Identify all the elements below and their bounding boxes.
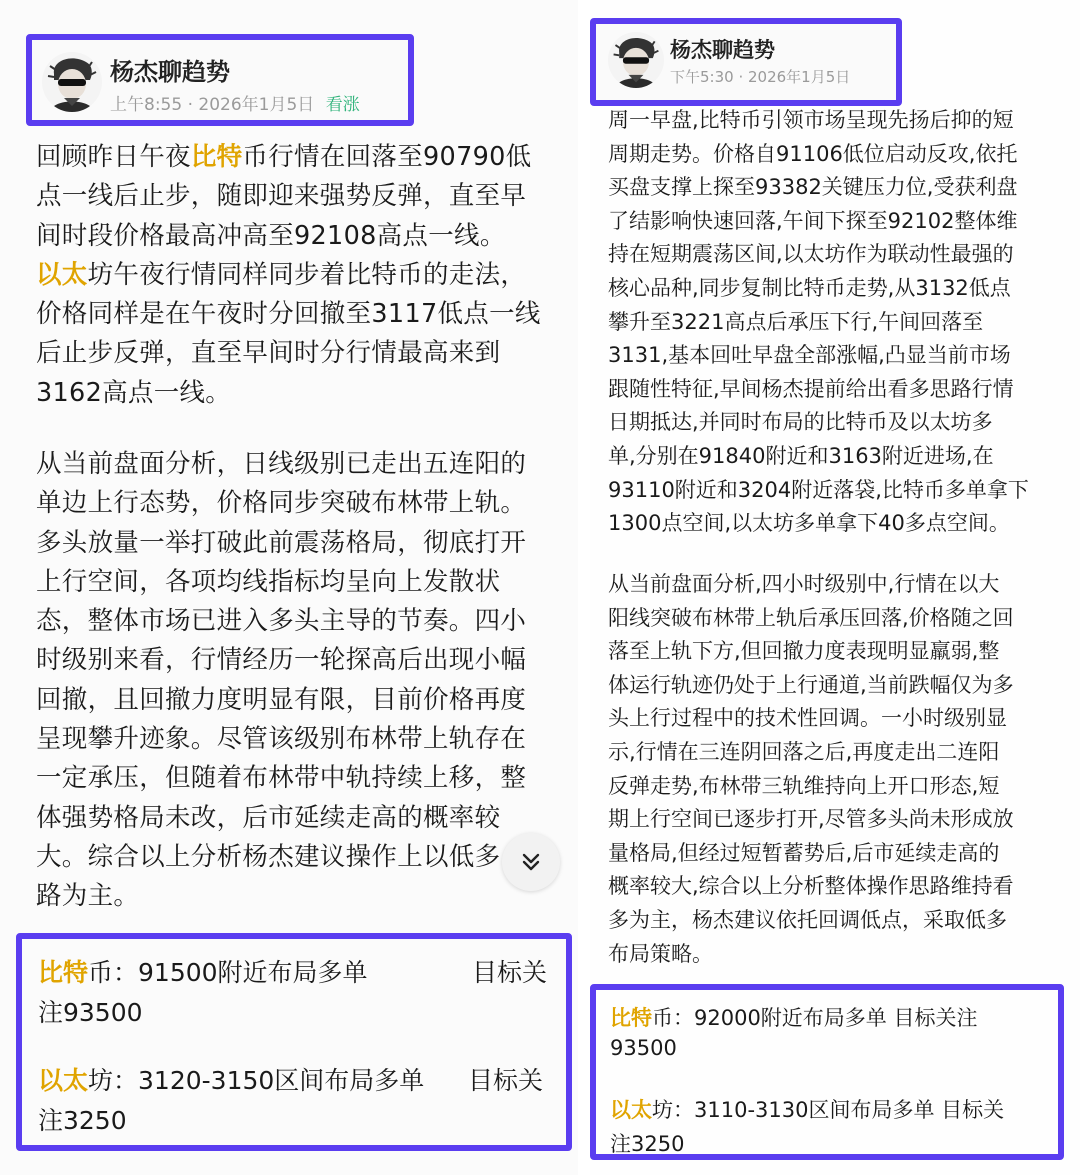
author-name[interactable]: 杨杰聊趋势 [110, 58, 230, 86]
avatar-sunglasses-icon [608, 32, 664, 88]
double-chevron-down-icon [519, 850, 543, 874]
right-post-header [590, 18, 902, 106]
btc-target-line [610, 1002, 977, 1032]
eth-target-value: 注3250 [610, 1132, 685, 1156]
post-time: 下午5:30 [670, 68, 734, 86]
post-time: 上午8:55 [110, 95, 183, 115]
btc-entry: 币：91500附近布局多单 [88, 958, 368, 987]
post-paragraph-1 [36, 138, 556, 413]
btc-target-value: 注93500 [38, 998, 143, 1027]
eth-target-label: 目标关 [468, 1066, 544, 1095]
avatar-sunglasses-icon [42, 52, 102, 112]
btc-target-value: 93500 [610, 1036, 677, 1060]
post-meta [670, 66, 850, 87]
avatar[interactable] [42, 52, 102, 112]
para1-line1-rest: 币行情在回落至90790低 [242, 142, 532, 172]
right-post [590, 0, 1080, 1175]
post-date: · 2026年1月5日 [187, 95, 315, 115]
eth-target-line [38, 1061, 424, 1097]
eth-highlight[interactable]: 以太 [36, 259, 88, 290]
left-targets-box [16, 933, 572, 1151]
post-paragraph-1: 周一早盘,比特币引领市场呈现先扬后抑的短 周期走势。价格自91106低位启动反攻,依托 买盘支撑上探至93382关键压力位,受获利盘 了结影响快速回落,午间下探至92102整体维 持在短期震荡区间,以太坊作为联动性最强的 核心品种,同步复制比特币走势,从3132低点 攀升至3221高点后承压下行,午间回落至 3131,基本回吐早盘全部涨幅,凸显当前市场 跟随性特征,早间杨杰提前给出看多思路行情 日期抵达,并同时布局的比特币及以太坊多 单,分别在91840附近和3163附近进场,在 93110附近和3204附近落袋,比特币多单拿下 1300点空间,以太坊多单拿下40多点空间。 [608, 108, 1029, 536]
avatar[interactable] [608, 32, 664, 88]
para1-prefix: 回顾昨日午夜 [36, 142, 191, 172]
btc-target-label: 目标关 [472, 958, 548, 987]
author-name[interactable]: 杨杰聊趋势 [670, 38, 775, 62]
btc-target-line [38, 953, 368, 989]
right-targets-box [590, 984, 1064, 1160]
eth-entry: 坊：3120-3150区间布局多单 [88, 1066, 425, 1095]
eth-target-line [610, 1094, 1004, 1124]
eth-target-value: 注3250 [38, 1106, 127, 1135]
post-meta [110, 90, 360, 115]
post-date: · 2026年1月5日 [738, 68, 851, 86]
btc-label[interactable]: 比特 [610, 1006, 652, 1030]
post-paragraph-2: 从当前盘面分析,四小时级别中,行情在以大 阳线突破布林带上轨后承压回落,价格随之回 落至上轨下方,但回撤力度表现明显羸弱,整 体运行轨迹仍处于上行通道,当前跌幅仅为多 头上行过程中的技术性回调。一小时级别显 示,行情在三连阴回落之后,再度走出二连阳 反弹走势,布林带三轨维持向上开口形态,短 期上行空间已逐步打开,尽管多头尚未形成放 量格局,但经过短暂蓄势后,后市延续走高的 概率较大,综合以上分析整体操作思路维持看 多为主，杨杰建议依托回调低点，采取低多 布局策略。 [608, 572, 1014, 966]
sentiment-tag[interactable]: 看涨 [325, 95, 360, 115]
eth-entry: 坊：3110-3130区间布局多单 目标关 [652, 1098, 1005, 1122]
left-post-header [26, 34, 414, 126]
para1-rest: 点一线后止步，随即迎来强势反弹，直至早 间时段价格最高冲高至92108高点一线。 [36, 181, 527, 251]
btc-label[interactable]: 比特 [38, 958, 89, 987]
para1-eth-rest: 坊午夜行情同样同步着比特币的走法， 价格同样是在午夜时分回撤至3117低点一线 后止步反弹，直至早间时分行情最高来到 3162高点一线。 [36, 259, 541, 408]
btc-highlight[interactable]: 比特 [190, 142, 243, 172]
post-paragraph-2: 从当前盘面分析，日线级别已走出五连阳的 单边上行态势，价格同步突破布林带上轨。 多头放量一举打破此前震荡格局，彻底打开 上行空间，各项均线指标均呈向上发散状 态，整体市场已进入多头主导的节奏。四小 时级别来看，行情经历一轮探高后出现小幅 回撤，且回撤力度明显有限，目前价格再度 呈现攀升迹象。尽管该级别布林带上轨存在 一定承压，但随着布林带中轨持续上移，整 体强势格局未改，后市延续走高的概率较 大。综合以上分析杨杰建议操作上以低多 路为主。 [36, 449, 527, 912]
eth-label[interactable]: 以太 [610, 1098, 652, 1122]
scroll-down-button[interactable] [502, 833, 560, 891]
eth-label[interactable]: 以太 [38, 1066, 89, 1095]
btc-entry: 币：92000附近布局多单 目标关注 [652, 1006, 978, 1030]
